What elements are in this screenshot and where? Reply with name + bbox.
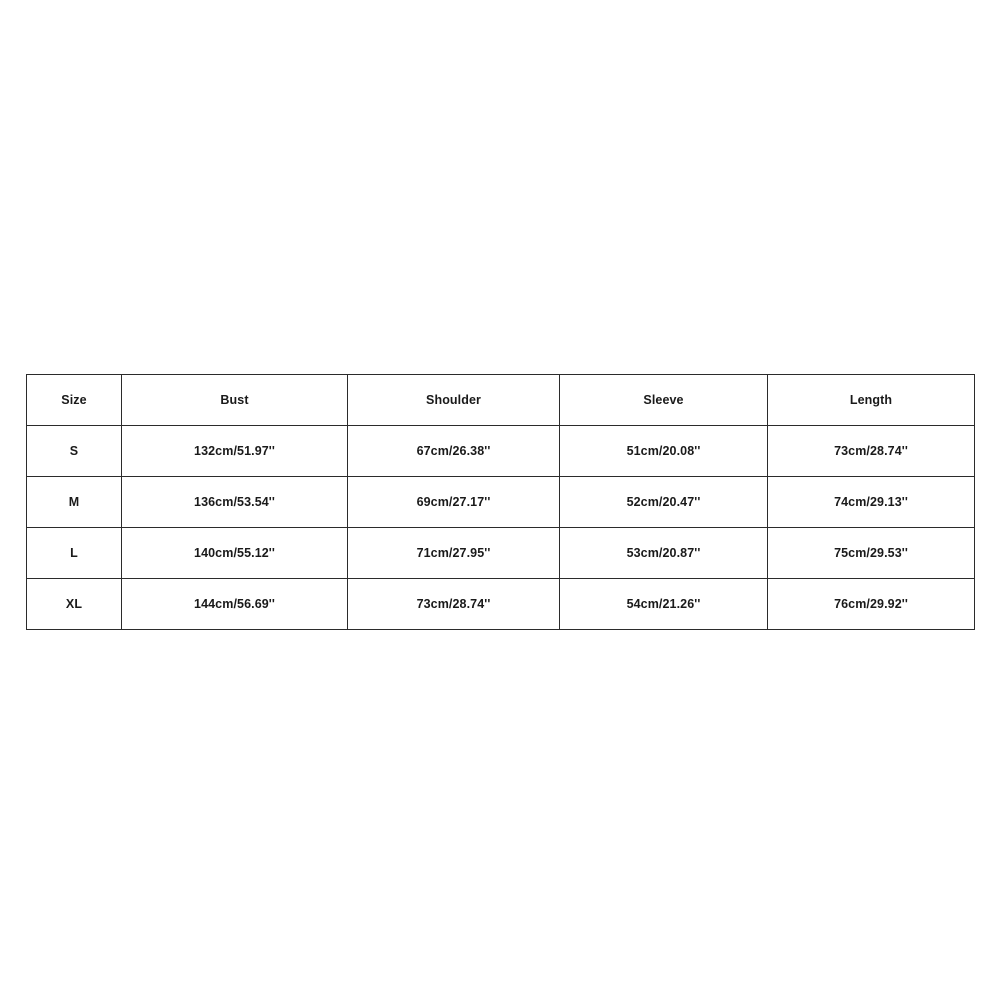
column-header-sleeve: Sleeve bbox=[560, 375, 768, 426]
cell-length: 76cm/29.92'' bbox=[768, 579, 975, 630]
size-chart-table bbox=[26, 374, 975, 630]
column-header-shoulder: Shoulder bbox=[348, 375, 560, 426]
cell-length: 73cm/28.74'' bbox=[768, 426, 975, 477]
cell-bust: 144cm/56.69'' bbox=[122, 579, 348, 630]
cell-shoulder: 67cm/26.38'' bbox=[348, 426, 560, 477]
cell-shoulder: 69cm/27.17'' bbox=[348, 477, 560, 528]
column-header-bust: Bust bbox=[122, 375, 348, 426]
table-row bbox=[27, 579, 975, 630]
cell-bust: 136cm/53.54'' bbox=[122, 477, 348, 528]
table-header-row bbox=[27, 375, 975, 426]
table-row bbox=[27, 477, 975, 528]
cell-bust: 132cm/51.97'' bbox=[122, 426, 348, 477]
cell-length: 74cm/29.13'' bbox=[768, 477, 975, 528]
size-chart bbox=[26, 374, 974, 630]
cell-sleeve: 52cm/20.47'' bbox=[560, 477, 768, 528]
cell-size: XL bbox=[27, 579, 122, 630]
cell-sleeve: 54cm/21.26'' bbox=[560, 579, 768, 630]
cell-shoulder: 73cm/28.74'' bbox=[348, 579, 560, 630]
column-header-length: Length bbox=[768, 375, 975, 426]
cell-size: S bbox=[27, 426, 122, 477]
cell-bust: 140cm/55.12'' bbox=[122, 528, 348, 579]
cell-sleeve: 51cm/20.08'' bbox=[560, 426, 768, 477]
cell-length: 75cm/29.53'' bbox=[768, 528, 975, 579]
table-row bbox=[27, 426, 975, 477]
cell-sleeve: 53cm/20.87'' bbox=[560, 528, 768, 579]
cell-size: M bbox=[27, 477, 122, 528]
cell-size: L bbox=[27, 528, 122, 579]
column-header-size: Size bbox=[27, 375, 122, 426]
cell-shoulder: 71cm/27.95'' bbox=[348, 528, 560, 579]
table-row bbox=[27, 528, 975, 579]
